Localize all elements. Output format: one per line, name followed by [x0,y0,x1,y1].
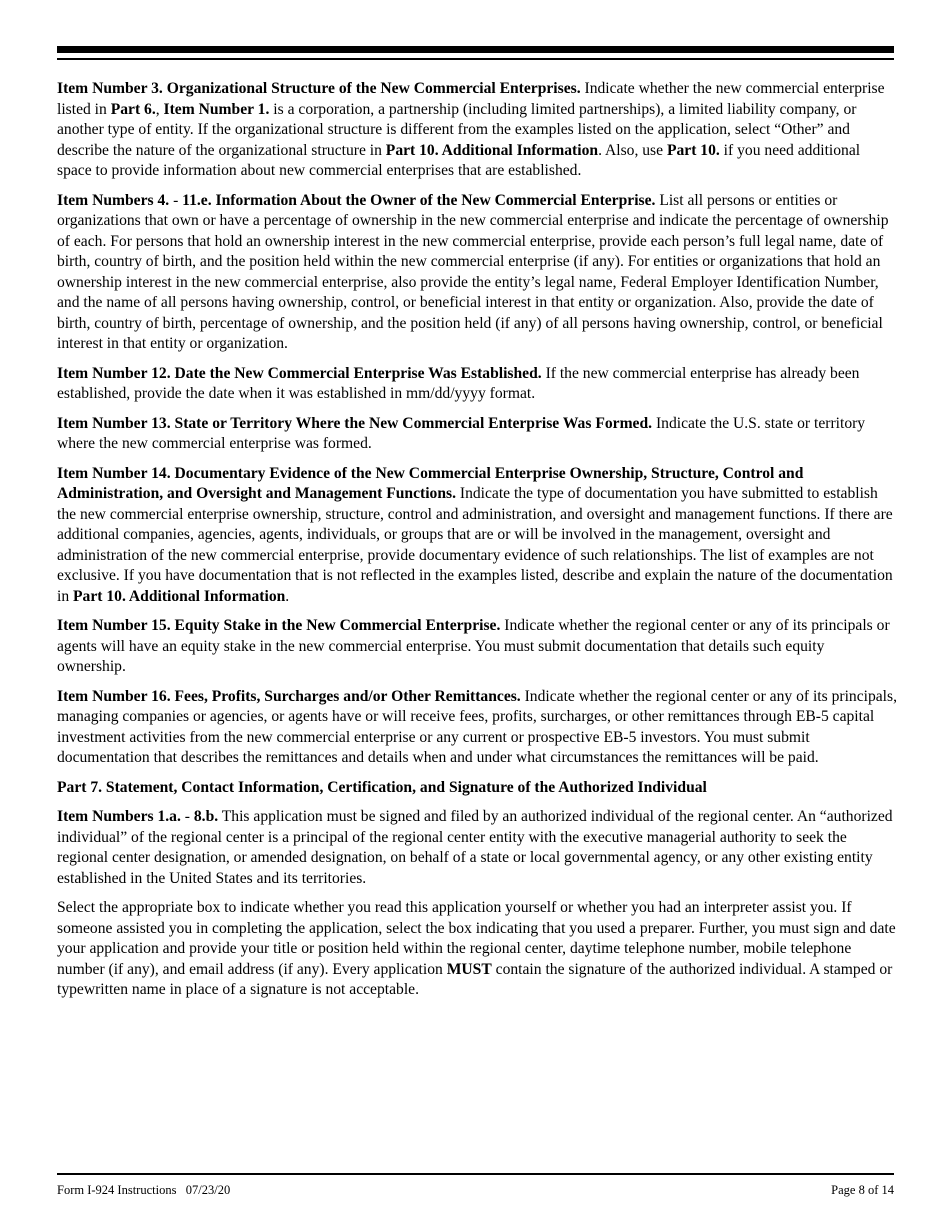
item-4-paragraph: Item Numbers 4. - 11.e. Information About the Owner of the New Commercial Enterprise. List all persons or entities or organizations that own or have a percentage of ownership in the new commercial enterprise and indicate the percentage of ownership of each. For persons that hold an ownership interest in the new commercial enterprise, provide each person’s full legal name, date of birth, country of birth, and the position held within the new commercial enterprise (if any). For entities or organizations that hold an ownership interest in the new commercial enterprise, also provide the entity’s legal name, Federal Employer Identification Number, and the name of all persons having ownership, control, or beneficial interest in that entity or organization. Also, provide the date of birth, country of birth, percentage of ownership, and the position held (if any) of all persons having ownership, control, or beneficial interest in that entity or organization. [57,191,889,352]
footer-rule [57,1173,894,1175]
footer-form-id: Form I-924 Instructions 07/23/20 [57,1183,231,1197]
item-12-heading: Item Number 12. Date the New Commercial Enterprise Was Established. [57,364,542,382]
item-3-paragraph: Item Number 3. Organizational Structure of the New Commercial Enterprises. Indicate whether the new commercial enterprise listed in Part 6., Item Number 1. is a corporation, a partnership (including limited partnerships), a limited liability company, or another type of entity. If the organizational structure is different from the examples listed on the application, select “Other” and describe the nature of the organizational structure in Part 10. Additional Information. Also, use Part 10. if you need additional space to provide information about new commercial enterprises that are established. [57,80,885,179]
item-4-heading-b: 11.e. Information About the Owner of the New Commercial Enterprise. [182,191,656,209]
item-3-heading: Item Number 3. Organizational Structure of the New Commercial Enterprises. [57,80,581,97]
header-rule-thin [57,58,894,60]
item-13-heading: Item Number 13. State or Territory Where the New Commercial Enterprise Was Formed. [57,414,653,432]
part-7-item-1-heading-a: Item Numbers 1.a. [57,808,181,825]
item-14-heading: Item Number 14. Documentary Evidence of the New Commercial Enterprise Ownership, Structure, Control and Administration, and Oversight and Management Functions. [57,464,804,502]
item-14-paragraph: Item Number 14. Documentary Evidence of the New Commercial Enterprise Ownership, Structure, Control and Administration, and Oversight and Management Functions. Indicate the type of documentation you have submitted to establish the new commercial enterprise ownership, structure, control and administration, and oversight and management functions. If there are additional companies, agencies, agents, individuals, or groups that are or will be involved in the management, oversight and administration of the new commercial enterprise, provide documentary evidence of such relationships. The list of examples are not exclusive. If you have documentation that is not reflected in the examples listed, describe and explain the nature of the documentation in Part 10. Additional Information. [57,464,893,605]
item-12-paragraph: Item Number 12. Date the New Commercial Enterprise Was Established. If the new commercial enterprise has already been established, provide the date when it was established in mm/dd/yyyy format. [57,364,860,402]
item-15-heading: Item Number 15. Equity Stake in the New Commercial Enterprise. [57,617,501,634]
part-7-item-1-paragraph: Item Numbers 1.a. - 8.b. This application must be signed and filed by an authorized individual of the regional center. An “authorized individual” of the regional center is a principal of the regional center entity with the executive managerial authority to seek the regional center designation, or amended designation, on behalf of a state or local governmental agency, or any other existing entity established in the United States and its territories. [57,808,893,887]
item-13-paragraph: Item Number 13. State or Territory Where the New Commercial Enterprise Was Formed. Indicate the U.S. state or territory where the new commercial enterprise was formed. [57,414,866,452]
item-15-paragraph: Item Number 15. Equity Stake in the New Commercial Enterprise. Indicate whether the regional center or any of its principals or agents will have an equity stake in the new commercial enterprise. You must submit documentation that details such equity ownership. [57,617,890,675]
footer-page-number: Page 8 of 14 [831,1183,894,1197]
item-16-heading: Item Number 16. Fees, Profits, Surcharges and/or Other Remittances. [57,687,521,705]
part-7-heading: Part 7. Statement, Contact Information, Certification, and Signature of the Authorized Individual [57,778,707,796]
item-4-heading-a: Item Numbers 4. [57,191,170,209]
instructions-body [57,79,897,1010]
part-7-select-paragraph: Select the appropriate box to indicate whether you read this application yourself or whether you had an interpreter assist you. If someone assisted you in completing the application, select the box indicating that you used a preparer. Further, you must sign and date your application and provide your title or position held within the regional center, daytime telephone number, mobile telephone number (if any), and email address (if any). Every application MUST contain the signature of the authorized individual. A stamped or typewritten name in place of a signature is not acceptable. [57,899,896,998]
part-7-item-1-heading-b: 8.b. [193,808,219,825]
header-rule-thick [57,46,894,53]
item-16-paragraph: Item Number 16. Fees, Profits, Surcharges and/or Other Remittances. Indicate whether the regional center or any of its principals, managing companies or agencies, or agents have or will receive fees, profits, surcharges, or other remittances through EB-5 capital investment activities from the new commercial enterprise or any current or prospective EB-5 investors. You must submit documentation that describes the remittances and details when and under what circumstances the remittances will be paid. [57,687,897,766]
